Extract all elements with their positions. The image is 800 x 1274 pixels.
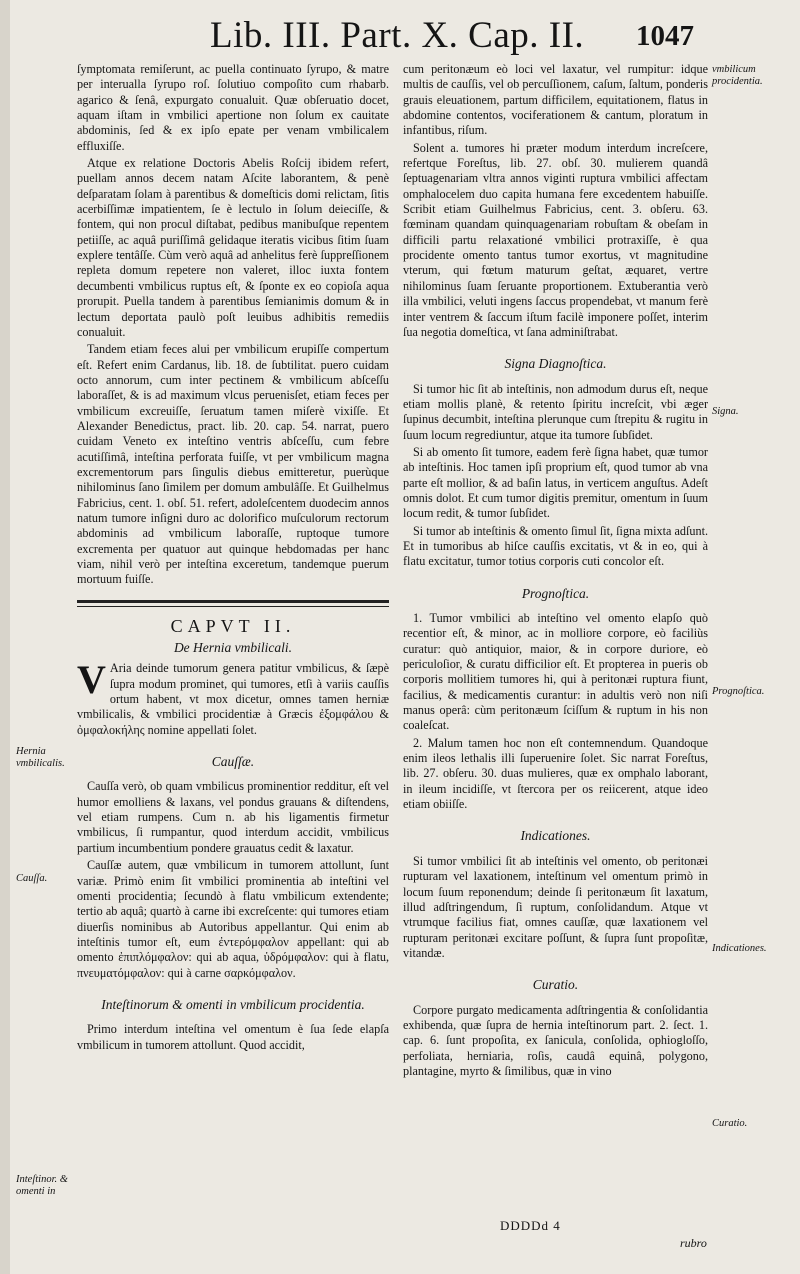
signature-mark: DDDDd 4 — [500, 1218, 561, 1233]
section-heading-curatio: Curatio. — [532, 977, 579, 993]
paragraph: Cauſſa verò, ob quam vmbilicus prominentior redditur, eſt vel humor emolliens & laxans, vel pondus grauans & diſtendens, vel etiam rumpens. Cum n. ab his ligamentis firmetur vmbilicus, ſi rumpantur, quod interdum accidit, vmbilicus partium incumbentium pondere grauatus cedit & laxatur. — [77, 779, 389, 855]
paragraph: Si ab omento ſit tumore, eadem ferè ſigna habet, quæ tumor ab inteſtinis. Hoc tamen ipſi proprium eſt, quod tumor ab vna parte eſt mollior, & ad baſin latus, in verticem anguſtus. Adeſt omnis dolot. Et cum tumor digitis premitur, omentum in ſuum locum redit, & tumor ſubſidet. — [403, 444, 708, 521]
right-column — [403, 62, 708, 1081]
chapter-intro — [77, 657, 389, 738]
running-header — [0, 14, 800, 62]
section-heading-causae: Cauſſæ. — [211, 754, 255, 770]
chapter-subtitle: De Hernia vmbilicali. — [173, 640, 293, 656]
page-edge — [0, 0, 10, 1274]
page-number: 1047 — [636, 20, 694, 52]
margin-note-curatio: Curatio. — [712, 1118, 748, 1129]
paragraph: Si tumor ab inteſtinis & omento ſimul ſit, ſigna mixta adſunt. Et in tumoribus ab hiſce cauſſis excitatis, vt & in eo, qui à flatu excitatur, tumor totius corporis cuti concolor eſt. — [403, 523, 708, 569]
margin-note-hernia: Hernia vmbilicalis. — [16, 746, 65, 769]
paragraph: Si tumor hic ſit ab inteſtinis, non admodum durus eſt, neque etiam mollis planè, & retento ſpiritu increſcit, vbi æger ſupinus decumbit, inteſtina plerunque cum ſtrepitu & rugitu in ſuum locum regrediuntur, atque ita tumore ſubſidet. — [403, 381, 708, 442]
paragraph: Si tumor vmbilici ſit ab inteſtinis vel omento, ob peritonæi rupturam vel laxationem, inteſtinum vel omentum primò in locum ſuum reponendum; deinde ſi peritonæum ſit laxatum, illud adſtringendum, ſi ruptum, conſolidandum. Atque vt vtrumque facilius fiat, omnes cauſſæ, quæ laxationem vel rupturam peritonæi excitare poſſunt, & ſupra ſunt propoſitæ, vitandæ. — [403, 853, 708, 960]
paragraph: Atque ex relatione Doctoris Abelis Roſcij ibidem refert, puellam annos decem natam Aſcite laborantem, & penè deſparatam ſolam à parentibus & domeſticis domi relictam, ſitis acerbiſſimæ impatientem, ſe è lectulo in ſolum deieciſſe, & fontem, qui non procul diſtabat, pedibus manibuſque repentem petiiſſe, ac aquâ puriſſimâ gelidaque iteratis vicibus ſitim ſuam explere tentâſſe. Cùm verò aquâ ad anhelitus ferè ſuppreſſionem repleta domum repetere non valeret, illoc iuxta fontem decumbenti vmbilicus ruptus eſt, & ſponte ex eo copioſa aqua prorupit. Puella tandem à parentibus ſemianimis domum & in lectum deportata paulò poſt leuibus adhibitis remediis conualuit. — [77, 156, 389, 339]
running-title: Lib. III. Part. X. Cap. II. — [210, 15, 585, 56]
margin-note-intestinor: Inteſtinor. & omenti in — [16, 1174, 68, 1197]
margin-note-signa: Signa. — [712, 406, 739, 417]
paragraph: 1. Tumor vmbilici ab inteſtino vel omento elapſo quò recentior eſt, & minor, ac in molliore corpore, eò faciliùs curatur: quò antiquior, maior, & in corpore duriore, eò periculoſior, & curatu difficilior eſt. Et propterea in pueris ob corporis mollitiem tumores hi, qui à peritonæi ruptura fiunt, facilius, & medicamentis curantur: in adultis verò non niſi manus operâ: cùm peritonæum ſciſſum & ruptum in his non coaleſcat. — [403, 611, 708, 733]
paragraph: Tandem etiam feces alui per vmbilicum erupiſſe compertum eſt. Refert enim Cardanus, lib. 18. de ſubtilitat. puero cuidam octo annorum, cum inter pectinem & vmbilicum abſceſſu laboraſſet, & is ad maximum vlcus peruenisſet, etiam feces per vmbilicum excreuiſſe, ſeruatum tamen miſerè vixiſſe. Et Alexander Benedictus, pract. lib. 20. cap. 54. narrat, puero cuidam Veneto ex inteſtino ventris abſceſſu, cum febre acutiſſimâ, inteſtina perforata fuiſſe, vt per vmbilicum magna excrementorum pars ſingulis diebus emitteretur, puerùque nihilominus ſano ſimilem per domum ambulâſſe. Et Guilhelmus Fabricius, cent. 1. obſ. 51. refert, adoleſcentem duodecim annos natum tumore inſigni duro ac dolorifico muſculorum rectorum abdominis ad vmbilicum laboraſſe, ruptoque tumore excrementa per quatuor aut quinque hebdomadas per hanc viam, nihil verò per inteſtina exceretum, tandemque puerum mortuum fuiſſe. — [77, 342, 389, 587]
chapter-title: CAPVT II. — [170, 615, 296, 636]
chapter-divider — [77, 600, 389, 607]
paragraph: 2. Malum tamen hoc non eſt contemnendum. Quandoque enim ileos lethalis illi ſuperuenire ſolet. Sic narrat Foreſtus, lib. 27. obſeru. 30. duas mulieres, quæ ex omphalo laborant, in ileum incidiſſe, vt ſtercora per os reiicerent, atque ideo etiam obiiſſe. — [403, 735, 708, 812]
section-heading-prognostica: Prognoſtica. — [521, 585, 590, 601]
paragraph: Solent a. tumores hi præter modum interdum increſcere, refertque Foreſtus, lib. 27. obſ. 30. mulierem quandâ ſeptuagenariam vltra annos viginti ruptura vmbilici affectam omphalocelem duo capita humana fere excedentem habuiſſe. Scribit etiam Guilhelmus Fabricius, cent. 3. obſeru. 63. fœminam quandam quinquagenariam robuſtam & obeſam in difficili partu relaxationé vmbilici protraxiſſe, è qua procidente omento tantus tumor exortus, vt magnitudine vterum, qui fœtum maturum geſtat, æquaret, vertre nihilominus ſuam ſeruante proportionem. Extuberantia verò illa vmbilici, veluti ingens ſaccus propendebat, vt manum ferè inter ventrem & ſaccum iſtum facilè imponere poſſet, interim ſua negotia domeſtica, vt ſana adminiſtrabat. — [403, 140, 708, 339]
section-heading-intestinorum: Inteſtinorum & omenti in vmbilicum procidentia. — [101, 996, 365, 1012]
paragraph: ſymptomata remiſerunt, ac puella continuato ſyrupo, & matre per interualla ſyrupo roſ. ſolutiuo compoſito cum rhabarb. agarico & ſenâ, expurgato conualuit. Quæ obſeruatio docet, aquam iſtam in vmbilici apertione non ſolum ex cauitate abdominis, ſed & ex ipſo epate per venam vmbilicalem effluxiſſe. — [77, 62, 389, 153]
margin-note-procidentia: vmbilicum procidentia. — [712, 64, 763, 87]
paragraph: Primo interdum inteſtina vel omentum è ſua ſede elapſa vmbilicum in tumorem attollunt. Quod accidit, — [77, 1022, 389, 1052]
section-heading-signa: Signa Diagnoſtica. — [504, 356, 607, 372]
margin-note-indicationes: Indicationes. — [712, 943, 767, 954]
section-heading-indicationes: Indicationes. — [520, 828, 591, 844]
paragraph: Corpore purgato medicamenta adſtringentia & conſolidantia exhibenda, quæ ſupra de hernia inteſtinorum part. 2. ſect. 1. cap. 6. ſunt propoſita, ex ſanicula, conſolida, ophiogloſſo, perfoliata, herniaria, roſis, caudâ equinâ, polygono, plantagine, myrto & ſimilibus, quæ in vino — [403, 1002, 708, 1078]
left-column — [77, 62, 389, 1055]
catchword: rubro — [680, 1236, 707, 1250]
margin-note-caussa: Cauſſa. — [16, 873, 48, 884]
paragraph: cum peritonæum eò loci vel laxatur, vel rumpitur: idque multis de cauſſis, vel ob percuſſionem, caſum, ſaltum, ponderis grauis eleuationem, partum difficilem, equitationem, flatus in abdomine contentos, vociferationem & cantum, ploratum in infantibus, riſum. — [403, 62, 708, 138]
paragraph: Cauſſæ autem, quæ vmbilicum in tumorem attollunt, ſunt variæ. Primò enim ſit vmbilici prominentia ab inteſtini vel omenti procidentia; ſecundò à flatu vmbilicum extendente; tertio ab aquâ; quartò à carne ibi excreſcente: qui tumores etiam diuerſis nominibus ab Autoribus appellantur. Qui enim ab inteſtinis tumor eſt, eum ἐντερόμφαλον appellant: qui ab omento ἐπιπλόμφαλον: qui ab aqua, ὑδρόμφαλον: qui à flatu, πνευματόμφαλον: qui à carne σαρκόμφαλον. — [77, 858, 389, 980]
drop-cap: V — [77, 657, 106, 703]
chapter-intro-text: Aria deinde tumorum genera patitur vmbilicus, & ſæpè ſupra modum prominet, qui tumores, etſi à variis cauſſis ortum habent, vt mox dicetur, omnes tamen herniæ vmbilicalis, & vmbilici procidentiæ à Græcis ἐξομφάλου & ὀμφαλοκήλης nomine appellati ſolet. — [77, 661, 389, 737]
margin-note-prognostica: Prognoſtica. — [712, 686, 765, 697]
